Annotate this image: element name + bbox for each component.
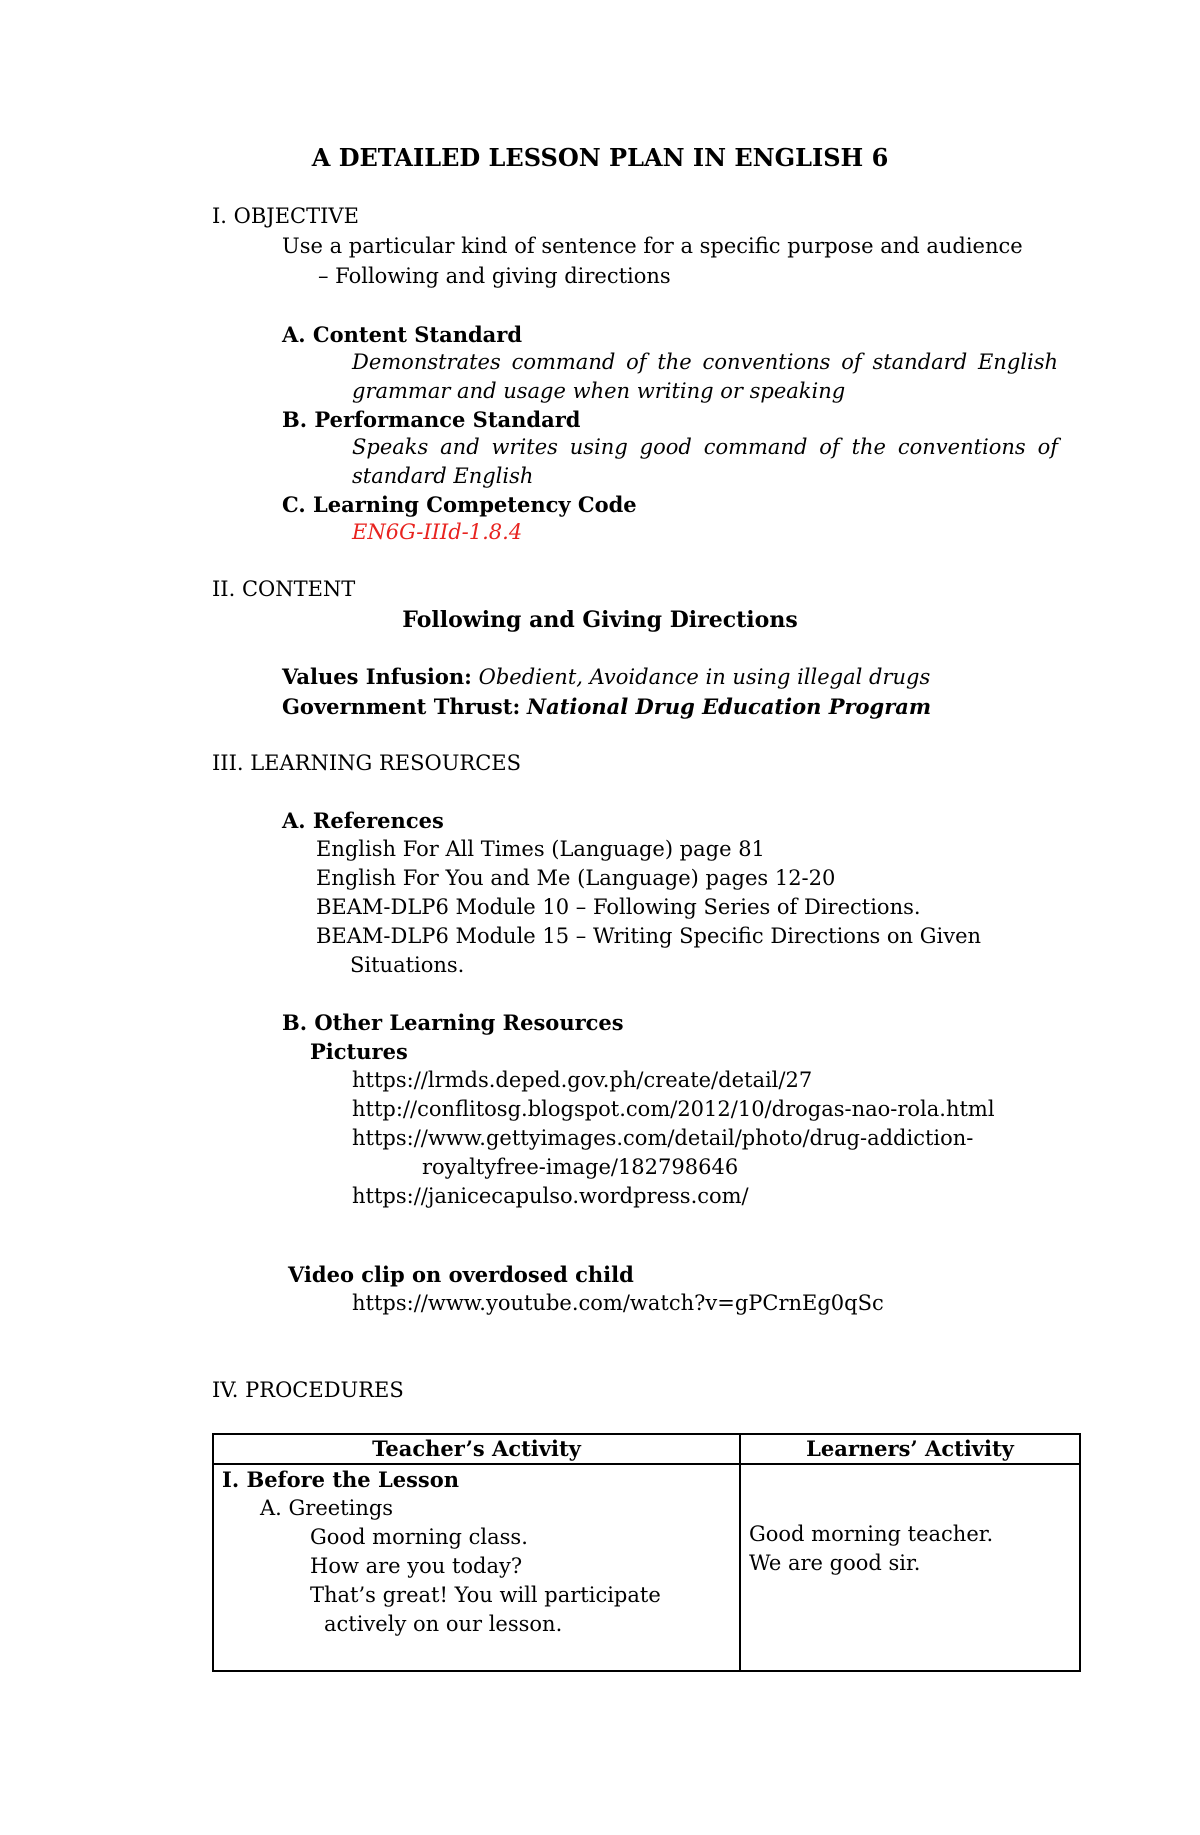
picture-url: http://conflitosg.blogspot.com/2012/10/drogas-nao-rola.html (352, 1097, 995, 1121)
values-infusion-text: Obedient, Avoidance in using illegal drugs (478, 665, 931, 689)
competency-code-label: C. Learning Competency Code (282, 492, 637, 517)
table-row (213, 1464, 1080, 1671)
values-infusion (282, 662, 930, 692)
teacher-activity-header: Teacher’s Activity (213, 1434, 740, 1464)
competency-code-value: EN6G-IIId-1.8.4 (352, 520, 523, 544)
objective-line-2: – Following and giving directions (318, 264, 671, 288)
performance-standard-text: Speaks and writes using good command of the conventions of standard English (352, 435, 1058, 488)
teacher-line: Good morning class. (310, 1525, 528, 1549)
reference-item: BEAM-DLP6 Module 10 – Following Series of Directions. (316, 895, 921, 919)
procedures-table-header (213, 1434, 1080, 1464)
other-resources-label: B. Other Learning Resources (282, 1010, 624, 1035)
picture-url: https://lrmds.deped.gov.ph/create/detail/27 (352, 1068, 813, 1092)
references-label: A. References (282, 808, 444, 833)
reference-item: English For You and Me (Language) pages 12-20 (316, 866, 836, 890)
video-url: https://www.youtube.com/watch?v=gPCrnEg0qSc (352, 1291, 884, 1315)
picture-url: https://janicecapulso.wordpress.com/ (352, 1184, 749, 1208)
video-clip-label: Video clip on overdosed child (288, 1262, 634, 1287)
content-topic: Following and Giving Directions (402, 607, 798, 633)
pictures-label: Pictures (310, 1039, 408, 1064)
procedures-table (212, 1433, 1081, 1672)
reference-item-continued: Situations. (350, 953, 465, 977)
performance-standard-label: B. Performance Standard (282, 407, 581, 432)
objective-line-1: Use a particular kind of sentence for a specific purpose and audience (282, 234, 1023, 258)
values-infusion-label: Values Infusion: (282, 664, 472, 689)
reference-item: BEAM-DLP6 Module 15 – Writing Specific Directions on Given (316, 924, 982, 948)
greetings-label: A. Greetings (260, 1496, 394, 1520)
objective-heading: I. OBJECTIVE (212, 204, 359, 228)
procedures-heading: IV. PROCEDURES (212, 1378, 404, 1402)
before-lesson-label: I. Before the Lesson (222, 1467, 460, 1492)
document-title: A DETAILED LESSON PLAN IN ENGLISH 6 (311, 143, 889, 172)
resources-heading: III. LEARNING RESOURCES (212, 751, 522, 775)
government-thrust (282, 692, 931, 722)
content-heading: II. CONTENT (212, 577, 356, 601)
picture-url: https://www.gettyimages.com/detail/photo/drug-addiction- (352, 1126, 974, 1150)
teacher-line: That’s great! You will participate (310, 1583, 661, 1607)
content-standard-label: A. Content Standard (282, 322, 523, 347)
teacher-line: actively on our lesson. (324, 1612, 563, 1636)
picture-url-continued: royaltyfree-image/182798646 (422, 1155, 739, 1179)
learners-activity-header: Learners’ Activity (740, 1434, 1080, 1464)
content-standard-text: Demonstrates command of the conventions of standard English grammar and usage when writing or speaking (352, 350, 1058, 403)
learners-activity-cell (740, 1464, 1080, 1671)
reference-item: English For All Times (Language) page 81 (316, 837, 765, 861)
government-thrust-text: National Drug Education Program (526, 694, 932, 719)
government-thrust-label: Government Thrust: (282, 694, 521, 719)
teacher-activity-cell (213, 1464, 740, 1671)
teacher-line: How are you today? (310, 1554, 523, 1578)
learner-line: We are good sir. (749, 1551, 921, 1575)
learner-line: Good morning teacher. (749, 1522, 994, 1546)
